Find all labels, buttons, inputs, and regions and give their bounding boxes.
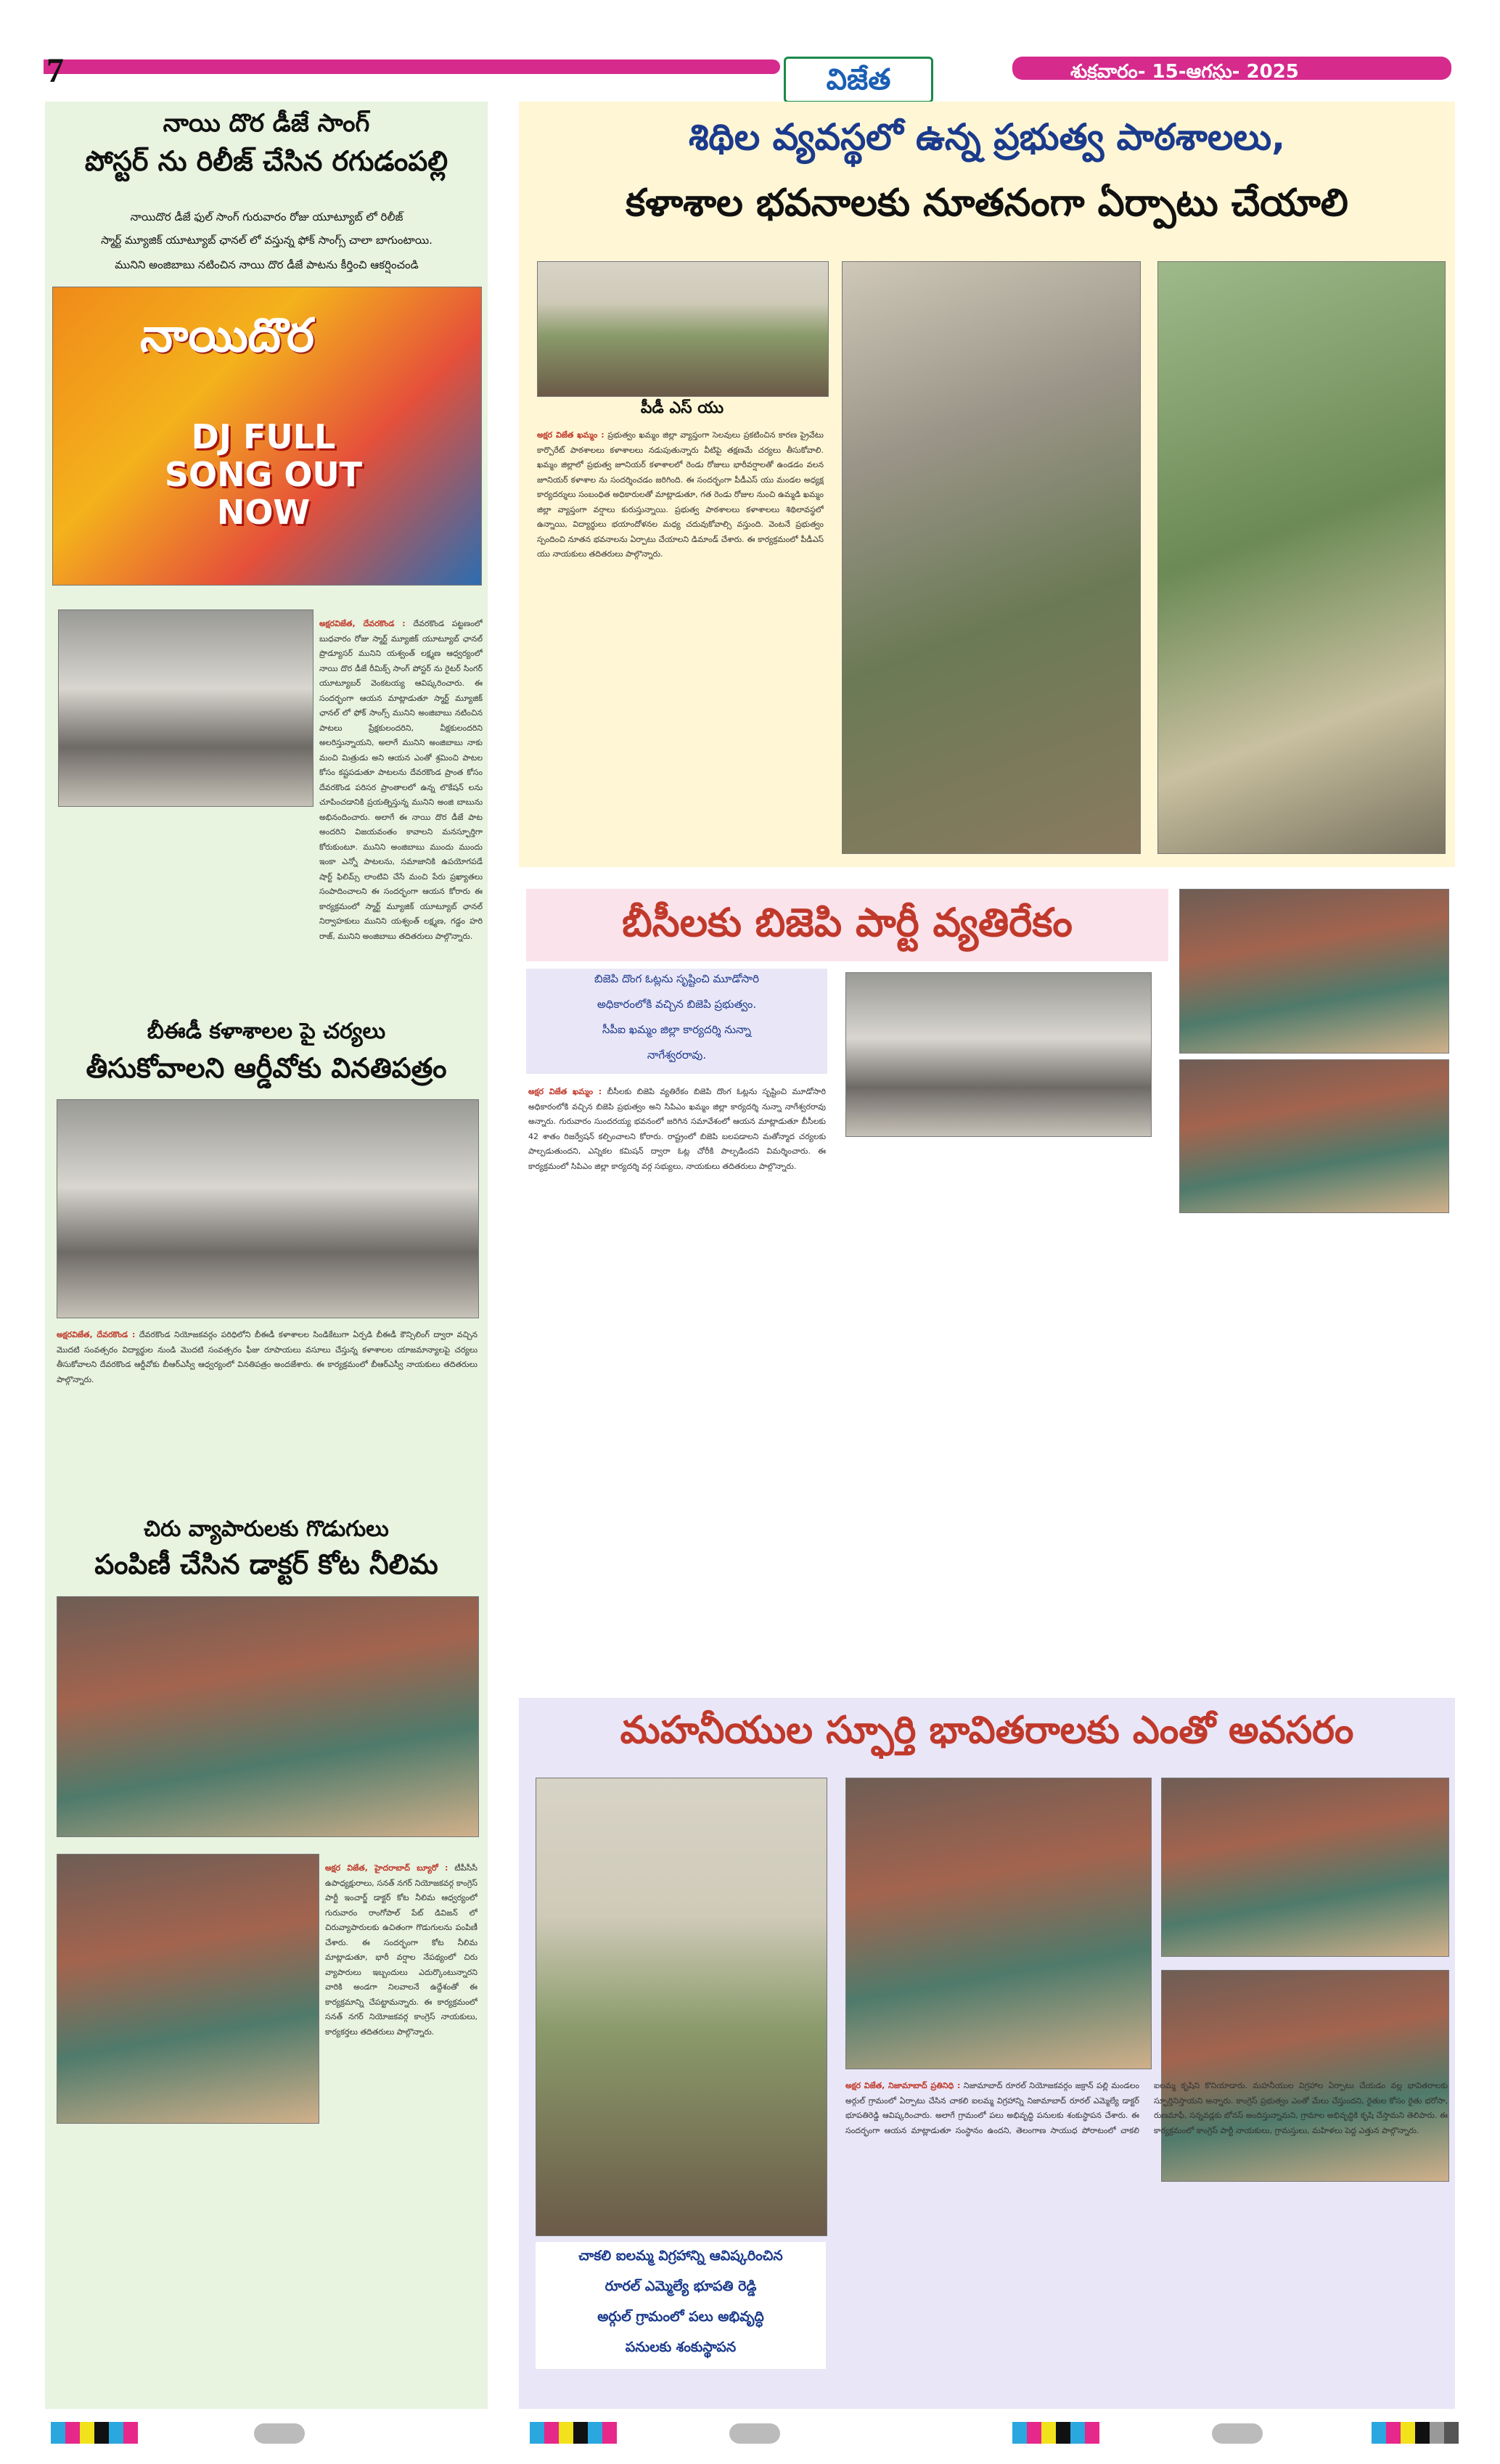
rdo-petition-photo xyxy=(57,1099,479,1318)
bjp-summary-line4: నాగేశ్వరరావు. xyxy=(647,1048,707,1061)
story1-body-text: దేవరకొండ పట్టణంలో బుధవారం రోజు స్మార్ట్ మ్యూజిక్ యూట్యూబ్ ఛానల్ ప్రొడ్యూసర్ మునిని యశ్వంత్ లక్ష్మణ ఆధ్వర్యంలో నాయి దొర డీజే రీమిక్స్ సాంగ్ పోస్టర్ ను రైటర్ సింగర్ యూట్యూబర్ వెంకటయ్య ఆవిష్కరించారు. ఈ సందర్భంగా ఆయన మాట్లాడుతూ స్మార్ట్ మ్యూజిక్ ఛానల్ లో ఫోక్ సాంగ్స్ మునిని అంజిబాబు నటించిన పాటలు ప్రేక్షకులందరిని, వీక్షకులందరిని అలరిస్తున్నాయని, అలాగే మునిని అంజిబాబు నాకు మంచి మిత్రుడు అని ఆయన ఎంతో శ్రమించి పాటల కోసం కష్టపడుతూ పాటలను దేవరకొండ ప్రాంత కోసం దేవరకొండ పరిసర ప్రాంతాలలో ఉన్న లొకేషన్ లను చూపించడానికి ప్రయత్నిస్తున్న మునిని అంజి బాబును అభినందించారు. అలాగే ఈ నాయి దొర డీజే పాట అందరిని విజయవంతం కావాలని మనస్ఫూర్తిగా కోరుకుంటూ. మునిని అంజిబాబు ముందు ముందు ఇంకా ఎన్నో పాటలను, సమాజానికి ఉపయోగపడే షార్ట్ ఫిలిమ్స్ లాంటివి చేసే మంచి పేరు ప్రఖ్యాతలు సంపాదించాలని ఈ సందర్భంగా ఆయన కోరారు ఈ కార్యక్రమంలో స్మార్ట్ మ్యూజిక్ యూట్యూబ్ ఛానల్ నిర్వాహకులు మునిని యశ్వంత్ లక్ష్మణ, గడ్డం హరి రాజ్, మునిని అంజిబాబు తదితరులు పాల్గొన్నారు. xyxy=(319,619,483,941)
story1-dateline: అక్షరవిజేత, దేవరకొండ : xyxy=(319,619,406,628)
story1-intro-line3: మునిని అంజిబాబు నటించిన నాయి దొర డీజే పాటను కీర్తించి ఆకర్షించండి xyxy=(115,258,419,271)
story1-intro-line1: నాయిదొర డీజే ఫుల్ సాంగ్ గురువారం రోజు యూట్యూబ్ లో రిలీజ్ xyxy=(130,210,403,223)
bjp-dateline: అక్షర విజేత ఖమ్మం : xyxy=(528,1087,602,1096)
story2-body-text: దేవరకొండ నియోజకవర్గం పరిధిలోని బీఈడీ కళాశాలల సిండికేటుగా ఏర్పడి బీఈడీ కౌన్సిలింగ్ ద్వారా వచ్చిన మొదటి సంవత్సరం విద్యార్థుల నుండి మొదటి సంవత్సరం ఫీజు రూపాయలు వసూలు చేస్తున్న కళాశాలల యాజమాన్యాలపై చర్యలు తీసుకోవాలని దేవరకొండ ఆర్డీవోకు బీఆర్ఎస్వీ ఆధ్వర్యంలో వినతిపత్రం అందజేశారు. ఈ కార్యక్రమంలో బీఆర్ఎస్వీ నాయకులు తదితరులు పాల్గొన్నారు. xyxy=(57,1330,478,1384)
story2-title-line1: బీఈడీ కళాశాలల పై చర్యలు xyxy=(147,1019,386,1044)
story3-body-text: టీపీసీసీ ఉపాధ్యక్షురాలు, సనత్ నగర్ నియోజకవర్గ కాంగ్రెస్ పార్టీ ఇంచార్జ్ డాక్టర్ కోట నీలిమ ఆధ్వర్యంలో గురువారం రాంగోపాల్ పేట్ డివిజన్ లో చిరువ్యాపారులకు ఉచితంగా గొడుగులను పంపిణీ చేశారు. ఈ సందర్భంగా కోట నీలిమ మాట్లాడుతూ, భారీ వర్షాల నేపథ్యంలో చిరు వ్యాపారులు ఇబ్బందులు ఎదుర్కొంటున్నారని వారికి అండగా నిలవాలనే ఉద్దేశంతో ఈ కార్యక్రమాన్ని చేపట్టామన్నారు. ఈ కార్యక్రమంలో సనత్ నగర్ నియోజకవర్గ కాంగ్రెస్ నాయకులు, కార్యకర్తలు తదితరులు పాల్గొన్నారు. xyxy=(325,1863,478,2037)
schools-body-text: ప్రభుత్వం ఖమ్మం జిల్లా వ్యాప్తంగా సెలవులు ప్రకటించిన కారణ ప్రైవేటు కార్పొరేట్ పాఠశాలలు కళాశాలలు నడుపుతున్నారు వీటిపై తక్షణమే చర్యలు తీసుకోవాలి. ఖమ్మం జిల్లాలో ప్రభుత్వ జూనియర్ కళాశాలలో రెండు రోజులు భారీవర్షాలతో ఉండడం వలన జూనియర్ కళాశాల ను సందర్శించడం జరిగింది. ఈ సందర్భంగా పీడీఎస్ యు మండల అధ్యక్ష కార్యదర్శులు సంబంధిత అధికారులతో మాట్లాడుతూ, గత రెండు రోజుల నుంచి ఉమ్మడి ఖమ్మం జిల్లా వ్యాప్తంగా వర్షాలు కురుస్తున్నాయి. ప్రభుత్వ పాఠశాలలు కళాశాలలు శిథిలావస్థలో ఉన్నాయి, విద్యార్థులు భయాందోళనల మధ్య చదువుకోవాల్సి వస్తుంది. వెంటనే ప్రభుత్వం స్పందించి నూతన భవనాలను ఏర్పాటు చేయాలని డిమాండ్ చేశారు. ఈ కార్యక్రమంలో పీడీఎస్ యు నాయకులు తదితరులు పాల్గొన్నారు. xyxy=(537,430,824,559)
leaders-headline: మహనీయుల స్ఫూర్తి భావితరాలకు ఎంతో అవసరం xyxy=(620,1709,1354,1752)
bjp-headline: బీసీలకు బిజెపి పార్టీ వ్యతిరేకం xyxy=(622,900,1073,945)
bjp-summary-line3: సీపీఐ ఖమ్మం జిల్లా కార్యదర్శి నున్నా xyxy=(602,1023,752,1036)
leaders-body-main xyxy=(845,2079,1448,2402)
registration-pill-3 xyxy=(1212,2423,1263,2444)
registration-marks-4 xyxy=(1372,2422,1466,2444)
bjp-meeting-photo-1 xyxy=(1179,889,1449,1054)
story1-intro-line2: స్మార్ట్ మ్యూజిక్ యూట్యూబ్ ఛానల్ లో వస్తున్న ఫోక్ సాంగ్స్ చాలా బాగుంటాయి. xyxy=(101,234,433,247)
bjp-meeting-photo-2 xyxy=(1179,1059,1449,1213)
poster-banner: DJ FULL SONG OUT NOW xyxy=(164,417,363,532)
tent-meeting-photo-1 xyxy=(1161,1778,1449,1957)
schools-headline-line1: శిథిల వ్యవస్థలో ఉన్న ప్రభుత్వ పాఠశాలలు, xyxy=(688,116,1286,158)
masthead-logo xyxy=(784,57,933,103)
schools-body xyxy=(537,428,824,849)
bjp-body xyxy=(528,1085,826,1680)
header-left-band xyxy=(44,59,780,74)
registration-marks-3 xyxy=(1012,2422,1107,2444)
pdsu-group-photo xyxy=(537,261,829,397)
leaders-caption-line1: చాకలి ఐలమ్మ విగ్రహాన్ని ఆవిష్కరించిన xyxy=(578,2248,783,2264)
statue-unveiling-photo xyxy=(536,1778,827,2236)
song-poster-image xyxy=(52,287,482,586)
schools-dateline: అక్షర విజేత ఖమ్మం : xyxy=(537,430,604,440)
schools-headline-line2: కళాశాల భవనాలకు నూతనంగా ఏర్పాటు చేయాలి xyxy=(626,181,1348,225)
leaders-caption-line3: అర్గుల్ గ్రామంలో పలు అభివృద్ధి xyxy=(597,2309,764,2325)
story3-dateline: అక్షర విజేత, హైదరాబాద్ బ్యూరో : xyxy=(325,1863,448,1873)
leaders-caption-line4: పనులకు శంకుస్థాపన xyxy=(625,2339,737,2355)
story3-body xyxy=(57,1861,478,2398)
page-number: 7 xyxy=(46,52,64,90)
story1-title-line1: నాయి దొర డీజే సాంగ్ xyxy=(163,109,370,138)
story2-dateline: అక్షరవిజేత, దేవరకొండ : xyxy=(57,1330,136,1339)
registration-marks-2 xyxy=(530,2422,624,2444)
leaders-caption-line2: రూరల్ ఎమ్మెల్యే భూపతి రెడ్డి xyxy=(604,2278,757,2294)
statue-group-photo xyxy=(845,1778,1152,2069)
story2-body xyxy=(57,1328,478,1502)
registration-pill-1 xyxy=(254,2423,305,2444)
story3-title-line2: పంపిణీ చేసిన డాక్టర్ కోట నీలిమ xyxy=(94,1548,438,1580)
story1-title-line2: పోస్టర్ ను రిలీజ్ చేసిన రగుడంపల్లి xyxy=(84,145,448,177)
damaged-building-photo xyxy=(842,261,1141,854)
masthead-text: విజేత xyxy=(826,62,891,96)
registration-pill-2 xyxy=(729,2423,780,2444)
story3-title-line1: చిరు వ్యాపారులకు గొడుగులు xyxy=(144,1516,389,1542)
bjp-stage-photo xyxy=(845,972,1152,1137)
bjp-summary-line1: బిజెపి దొంగ ఓట్లను సృష్టించి మూడోసారి xyxy=(594,972,759,985)
bjp-summary-line2: అధికారంలోకి వచ్చిన బిజెపి ప్రభుత్వం. xyxy=(597,998,757,1011)
poster-launch-photo xyxy=(58,609,313,807)
registration-marks-1 xyxy=(51,2422,145,2444)
story2-title-line2: తీసుకోవాలని ఆర్డీవోకు వినతిపత్రం xyxy=(86,1052,447,1084)
date-line: శుక్రవారం- 15-ఆగస్టు- 2025 xyxy=(1070,61,1299,83)
leaders-dateline: అక్షర విజేత, నిజామాబాద్ ప్రతినిధి : xyxy=(845,2081,961,2090)
poster-title: నాయిదొర xyxy=(140,309,314,363)
umbrella-distribution-photo xyxy=(57,1596,479,1837)
pdsu-caption: పీడీ ఎస్ యు xyxy=(640,399,724,417)
leaders-body-text: నిజామాబాద్ రూరల్ నియోజకవర్గం జక్రాన్ పల్లి మండలం అర్గుల్ గ్రామంలో ఏర్పాటు చేసిన చాకలి ఐలమ్మ విగ్రహాన్ని నిజామాబాద్ రూరల్ ఎమ్మెల్యే డాక్టర్ భూపతిరెడ్డి ఆవిష్కరించారు. అలాగే గ్రామంలో పలు అభివృద్ధి పనులకు శంకుస్థాపన చేశారు. ఈ సందర్భంగా ఆయన మాట్లాడుతూ సంస్థానం ఉందని, తెలంగాణ సాయుధ పోరాటంలో చాకలి ఐలమ్మ కృషిని కొనియాడారు. మహనీయుల విగ్రహాల ఏర్పాటు చేయడం వల్ల భావితరాలకు స్ఫూర్తినిస్తాయని అన్నారు. కాంగ్రెస్ ప్రభుత్వం ఎంతో మేలు చేస్తుందని, రైతుల కోసం రైతు భరోసా, రుణమాఫీ, సన్నవడ్లకు బోనస్ అందిస్తున్నామని, గ్రామాల అభివృద్ధికి కృషి చేస్తామని తెలిపారు. ఈ కార్యక్రమంలో కాంగ్రెస్ పార్టీ నాయకులు, గ్రామస్తులు, మహిళలు పెద్ద ఎత్తున పాల్గొన్నారు. xyxy=(845,2081,1448,2135)
waterlogged-path-photo xyxy=(1157,261,1446,854)
bjp-body-text: బీసీలకు బిజెపి వ్యతిరేకం బిజెపి దొంగ ఓట్లను సృష్టించి మూడోసారి అధికారంలోకి వచ్చిన బిజెపి ప్రభుత్వం అని సిపిఎం ఖమ్మం జిల్లా కార్యదర్శి నున్నా నాగేశ్వరరావు అన్నారు. గురువారం సుందరయ్య భవనంలో జరిగిన సమావేశంలో ఆయన మాట్లాడుతూ బీసీలకు 42 శాతం రిజర్వేషన్ కల్పించాలని కోరారు. రాష్ట్రంలో బిజెపి బలపడాలని మతోన్మాద చర్యలకు పాల్పడుతుందని, ఎన్నికల కమిషన్ ద్వారా ఓట్ల చోరీకి పాల్పడిందని విమర్శించారు. ఈ కార్యక్రమంలో సిపిఎం జిల్లా కార్యదర్శి వర్గ సభ్యులు, నాయకులు తదితరులు పాల్గొన్నారు. xyxy=(528,1087,826,1171)
